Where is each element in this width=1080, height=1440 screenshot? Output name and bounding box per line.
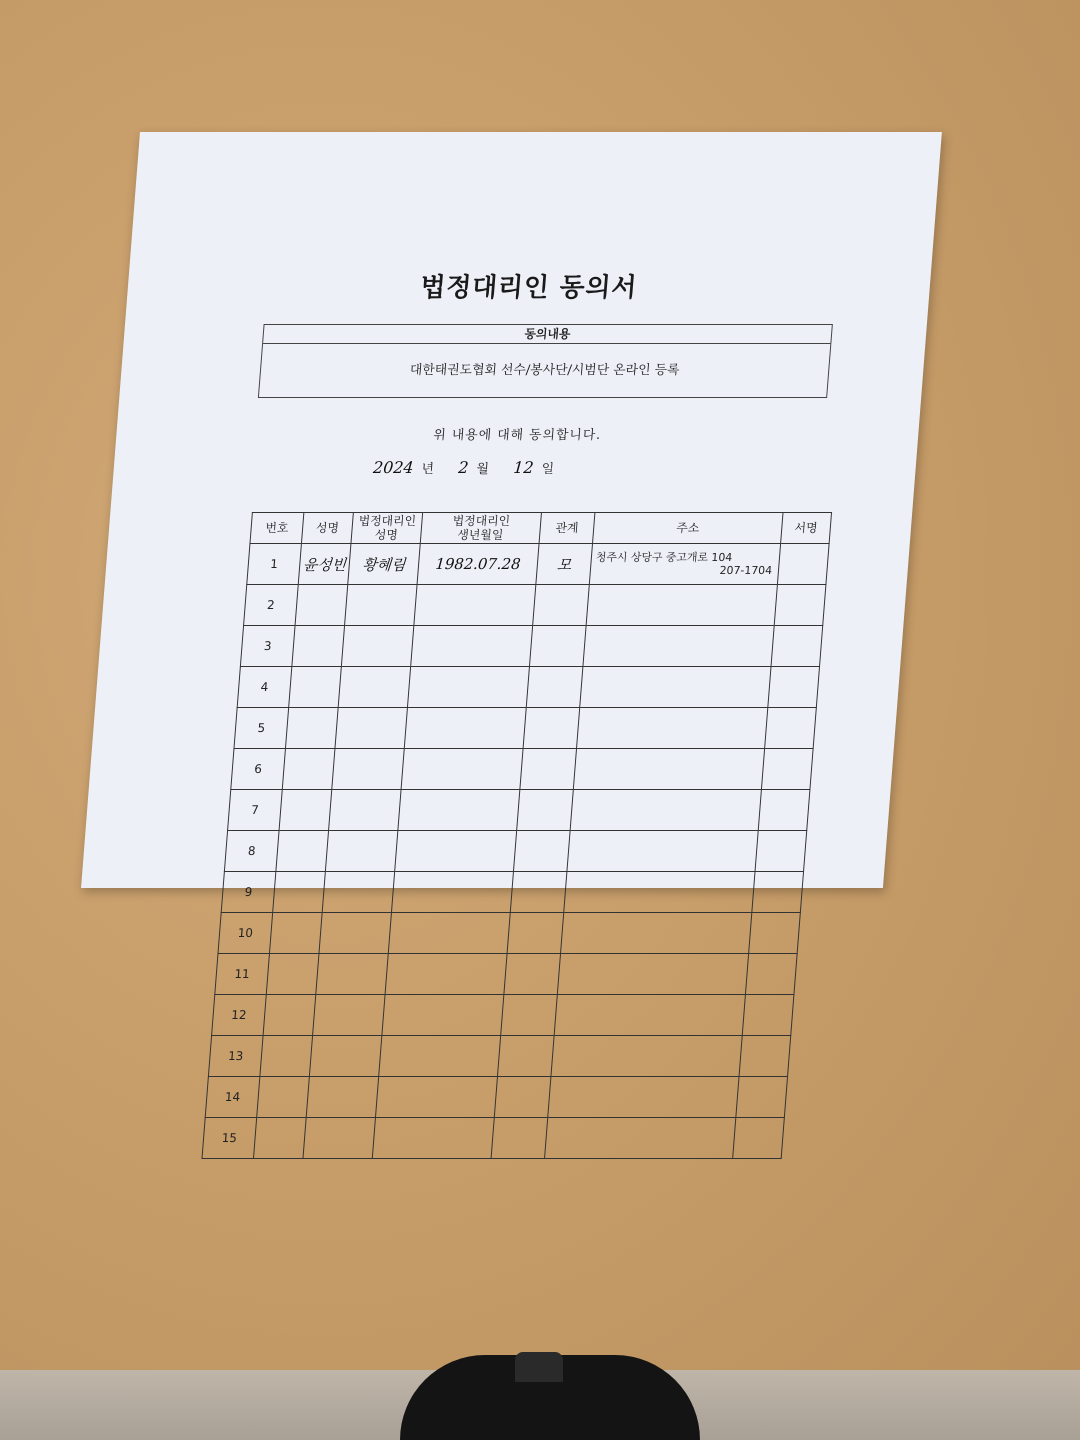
header-guardian-name-line1: 법정대리인 — [358, 514, 417, 528]
row-guardian-birth — [372, 1118, 494, 1159]
row-number: 3 — [240, 626, 295, 667]
paper-content — [81, 132, 942, 1145]
row-guardian-birth — [414, 585, 536, 626]
row-signature — [736, 1077, 788, 1118]
row-signature — [765, 708, 817, 749]
consent-box — [258, 324, 833, 398]
header-address: 주소 — [593, 513, 784, 544]
row-address — [548, 1077, 739, 1118]
row-name — [273, 872, 326, 913]
table-row — [237, 667, 819, 708]
row-number: 6 — [231, 749, 286, 790]
consent-header: 동의내용 — [263, 325, 832, 344]
row-relation — [494, 1077, 551, 1118]
table-header-row — [250, 513, 832, 544]
row-signature — [761, 749, 813, 790]
row-guardian-birth: 1982.07.28 — [417, 544, 539, 585]
row-guardian-birth — [395, 831, 517, 872]
row-address — [567, 831, 758, 872]
date-year: 2024 — [372, 458, 415, 477]
row-name — [257, 1077, 310, 1118]
row-address — [573, 749, 764, 790]
agree-statement: 위 내용에 대해 동의합니다. — [432, 428, 602, 443]
header-guardian-name-line2: 성명 — [374, 528, 399, 542]
date-day: 12 — [512, 458, 535, 477]
header-guardian-birth — [420, 513, 541, 544]
row-signature — [777, 544, 829, 585]
row-guardian-birth — [385, 954, 507, 995]
row-relation — [507, 913, 564, 954]
row-number: 14 — [205, 1077, 260, 1118]
row-guardian-name — [341, 626, 413, 667]
table-row — [244, 585, 826, 626]
row-address-line2: 207-1704 — [719, 564, 773, 577]
row-address — [554, 995, 745, 1036]
row-signature — [733, 1118, 785, 1159]
row-guardian-name — [335, 708, 407, 749]
row-name — [289, 667, 342, 708]
row-relation — [529, 626, 586, 667]
row-name — [276, 831, 329, 872]
row-relation: 모 — [536, 544, 593, 585]
row-relation — [520, 749, 577, 790]
header-guardian-birth-line2: 생년월일 — [456, 528, 504, 542]
row-guardian-birth — [388, 913, 510, 954]
row-guardian-birth — [407, 667, 529, 708]
header-signature: 서명 — [781, 513, 832, 544]
row-number: 13 — [208, 1036, 263, 1077]
row-signature — [749, 913, 801, 954]
table-body — [202, 544, 829, 1159]
row-signature — [774, 585, 826, 626]
row-name — [282, 749, 335, 790]
row-address — [577, 708, 768, 749]
row-address — [589, 544, 780, 585]
row-name — [266, 954, 319, 995]
row-guardian-name — [329, 790, 401, 831]
row-number: 8 — [224, 831, 279, 872]
row-address — [557, 954, 748, 995]
row-number: 2 — [244, 585, 299, 626]
row-signature — [742, 995, 794, 1036]
row-guardian-name — [322, 872, 394, 913]
row-name — [295, 585, 348, 626]
table-row — [231, 749, 813, 790]
row-name — [253, 1118, 306, 1159]
row-guardian-name — [313, 995, 385, 1036]
row-signature — [771, 626, 823, 667]
table-row — [218, 913, 800, 954]
row-guardian-name — [325, 831, 397, 872]
row-guardian-name: 황혜림 — [348, 544, 420, 585]
row-guardian-name — [303, 1118, 375, 1159]
row-guardian-birth — [404, 708, 526, 749]
row-address — [580, 667, 771, 708]
row-signature — [758, 790, 810, 831]
guardian-table — [201, 512, 832, 1159]
row-name — [263, 995, 316, 1036]
row-guardian-birth — [391, 872, 513, 913]
row-guardian-name — [306, 1077, 378, 1118]
table-row — [228, 790, 810, 831]
header-name: 성명 — [301, 513, 353, 544]
row-number: 4 — [237, 667, 292, 708]
row-address — [551, 1036, 742, 1077]
row-relation — [533, 585, 590, 626]
row-guardian-name — [345, 585, 417, 626]
row-relation — [513, 831, 570, 872]
row-number: 1 — [247, 544, 302, 585]
bag-handle — [515, 1352, 563, 1382]
date-line — [372, 458, 558, 477]
row-name — [260, 1036, 313, 1077]
row-name — [292, 626, 345, 667]
row-number: 15 — [202, 1118, 257, 1159]
table-row — [221, 872, 803, 913]
row-name — [269, 913, 322, 954]
row-address — [564, 872, 755, 913]
row-address-line1: 청주시 상당구 중고개로 104 — [595, 551, 733, 564]
table-row — [247, 544, 829, 585]
row-number: 10 — [218, 913, 273, 954]
row-address — [561, 913, 752, 954]
row-guardian-birth — [411, 626, 533, 667]
row-relation — [491, 1118, 548, 1159]
table-row — [240, 626, 822, 667]
row-relation — [523, 708, 580, 749]
table-row — [212, 995, 794, 1036]
header-guardian-birth-line1: 법정대리인 — [452, 514, 511, 528]
row-guardian-birth — [375, 1077, 497, 1118]
table-row — [202, 1118, 784, 1159]
row-relation — [504, 954, 561, 995]
table-row — [208, 1036, 790, 1077]
row-signature — [745, 954, 797, 995]
row-signature — [755, 831, 807, 872]
table-row — [234, 708, 816, 749]
row-address — [586, 585, 777, 626]
row-relation — [510, 872, 567, 913]
row-name — [279, 790, 332, 831]
row-signature — [752, 872, 804, 913]
consent-text: 대한태권도협회 선수/봉사단/시범단 온라인 등록 — [409, 363, 681, 378]
row-relation — [497, 1036, 554, 1077]
header-no: 번호 — [250, 513, 304, 544]
row-number: 5 — [234, 708, 289, 749]
row-number: 7 — [228, 790, 283, 831]
row-name: 윤성빈 — [298, 544, 351, 585]
row-number: 11 — [215, 954, 270, 995]
row-signature — [768, 667, 820, 708]
consent-form-paper — [81, 132, 942, 1145]
row-guardian-birth — [398, 790, 520, 831]
row-address — [545, 1118, 736, 1159]
date-month: 2 — [457, 458, 470, 477]
row-guardian-birth — [382, 995, 504, 1036]
row-guardian-name — [319, 913, 391, 954]
row-relation — [501, 995, 558, 1036]
row-relation — [526, 667, 583, 708]
row-signature — [739, 1036, 791, 1077]
header-relation: 관계 — [539, 513, 595, 544]
row-guardian-name — [309, 1036, 381, 1077]
row-number: 12 — [212, 995, 267, 1036]
row-number: 9 — [221, 872, 276, 913]
date-year-unit: 년 — [420, 462, 435, 477]
row-address — [570, 790, 761, 831]
table-row — [224, 831, 806, 872]
date-month-unit: 월 — [475, 462, 490, 477]
row-guardian-name — [332, 749, 404, 790]
row-address — [583, 626, 774, 667]
header-guardian-name — [351, 513, 423, 544]
table-row — [205, 1077, 787, 1118]
table-row — [215, 954, 797, 995]
row-guardian-birth — [401, 749, 523, 790]
date-day-unit: 일 — [540, 462, 555, 477]
form-title: 법정대리인 동의서 — [419, 273, 639, 303]
row-name — [285, 708, 338, 749]
row-guardian-birth — [379, 1036, 501, 1077]
row-guardian-name — [338, 667, 410, 708]
row-guardian-name — [316, 954, 388, 995]
row-relation — [517, 790, 574, 831]
